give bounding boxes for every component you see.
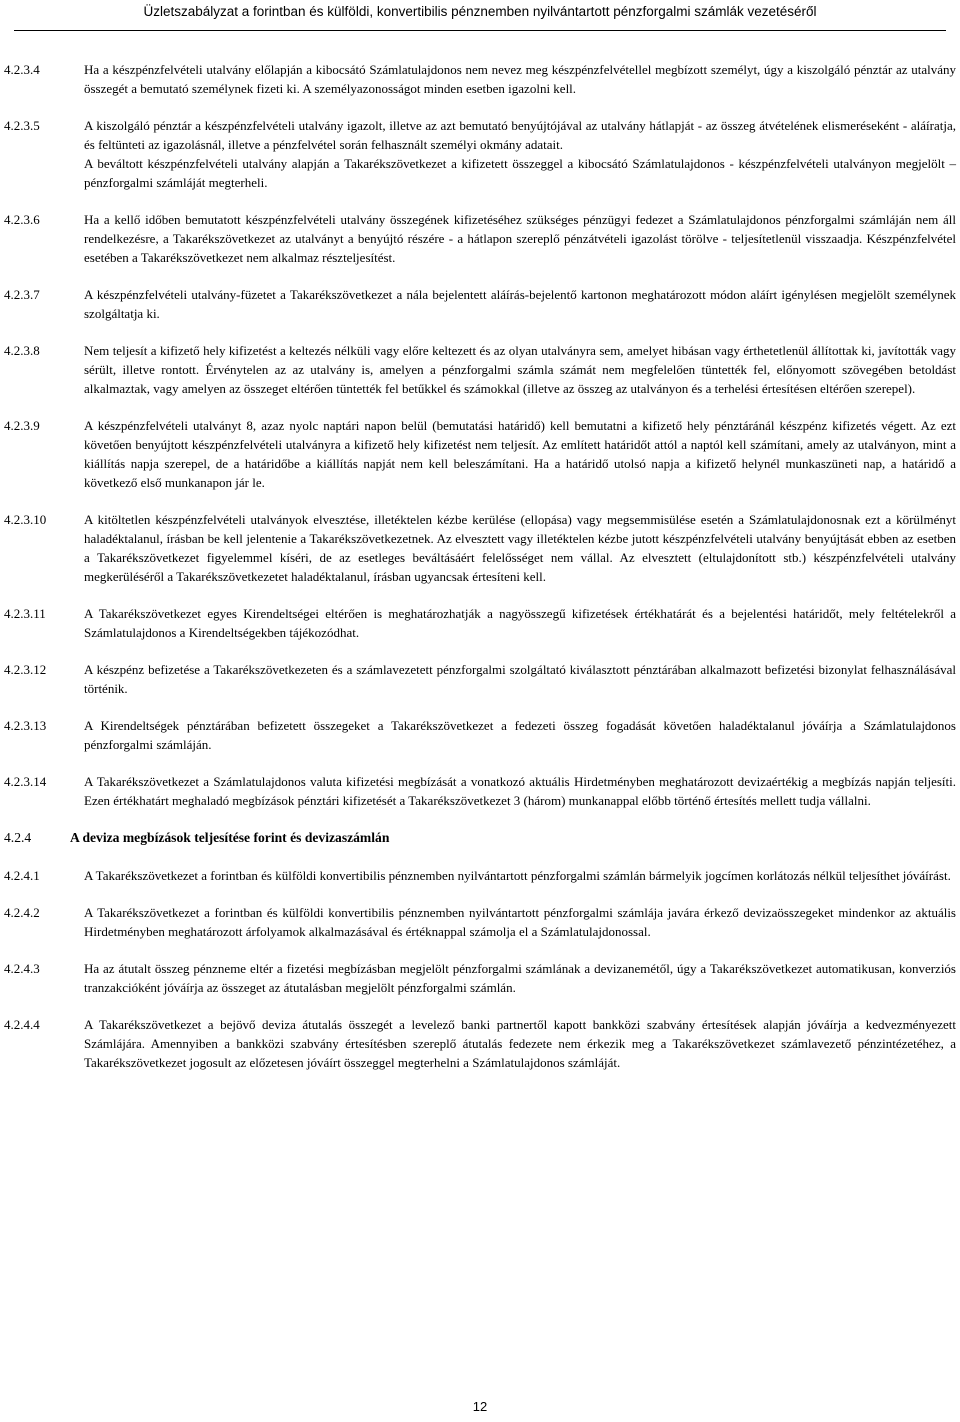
paragraph-text: Nem teljesít a kifizető hely kifizetést a keltezés nélküli vagy előre keltezett és az olyan utalványra sem, amelyet hibásan vagy érthetetlenül állítottak ki, javították vagy sérült, illetve rontott. Érvénytelen az az utalvány is, amelyen a pénzforgalmi számla számát nem megfelelően tüntették fel, előnyomott szövegében betoldást alkalmaztak, vagy amelyen az összeget eltérően tüntették fel betűkkel és számokkal (illetve az összeg az utalványon és a terhelési értesítésen eltérően szerepel). bbox=[84, 343, 956, 396]
paragraph-4-2-3-4 bbox=[4, 60, 956, 98]
paragraph-text: Ha az átutalt összeg pénzneme eltér a fizetési megbízásban megjelölt pénzforgalmi számlának a devizanemétől, úgy a Takarékszövetkezet automatikusan, konverziós tranzakcióként jóváírja az összeget az átutalásban megjelölt pénzforgalmi számlán. bbox=[84, 961, 956, 995]
paragraph-number: 4.2.3.12 bbox=[4, 662, 47, 677]
paragraph-text-part-2: A beváltott készpénzfelvételi utalvány alapján a Takarékszövetkezet a kifizetett összeggel a kibocsátó Számlatulajdonos - készpénzfelvételi utalványon megjelölt – pénzforgalmi számláját megterheli. bbox=[84, 156, 956, 190]
paragraph-4-2-3-12 bbox=[4, 660, 956, 698]
paragraph-text-part-1: A kiszolgáló pénztár a készpénzfelvételi utalvány igazolt, illetve az azt bemutató benyújtójával az utalvány hátlapját - az összeg átvételének elismeréseként - aláíratja, és feltünteti az igazolásnál, illetve a pénzfelvétel során felhasznált személyi okmány adatait. bbox=[84, 118, 956, 152]
paragraph-4-2-3-5 bbox=[4, 116, 956, 192]
running-header: Üzletszabályzat a forintban és külföldi, konvertibilis pénznemben nyilvántartott pénzforgalmi számlák vezetéséről bbox=[143, 4, 817, 19]
paragraph-4-2-4-4 bbox=[4, 1015, 956, 1072]
paragraph-text: A készpénz befizetése a Takarékszövetkezeten és a számlavezetett pénzforgalmi szolgáltató kiválasztott pénztárában alkalmazott befizetési bizonylat felhasználásával történik. bbox=[84, 662, 956, 696]
paragraph-number: 4.2.3.5 bbox=[4, 118, 40, 133]
paragraph-number: 4.2.4.4 bbox=[4, 1017, 40, 1032]
paragraph-text: A készpénzfelvételi utalvány-füzetet a Takarékszövetkezet a nála bejelentett aláírás-bejelentő kartonon meghatározott módon aláírt igénylésen megjelölt személynek szolgáltatja ki. bbox=[84, 287, 956, 321]
paragraph-text: A Takarékszövetkezet a bejövő deviza átutalás összegét a levelező banki partnertől kapott bankközi szabvány értesítések alapján jóváírja a kedvezményezett Számlájára. Amennyiben a bankközi szabvány értesítésben szereplő átutalás fedezete nem érkezik meg a Takarékszövetkezet számlavezető pénzintézetéhez, a Takarékszövetkezet jogosult az előzetesen jóváírt összeggel megterhelni a Számlatulajdonos számláját. bbox=[84, 1017, 956, 1070]
paragraph-text: A Kirendeltségek pénztárában befizetett összegeket a Takarékszövetkezet a fedezeti összeg fogadását követően haladéktalanul jóváírja a Számlatulajdonos pénzforgalmi számláján. bbox=[84, 718, 956, 752]
paragraph-number: 4.2.3.7 bbox=[4, 287, 40, 302]
paragraph-text: A Takarékszövetkezet a Számlatulajdonos valuta kifizetési megbízását a vonatkozó aktuális Hirdetményben meghatározott devizaértékig a megbízás napján teljesíti. Ezen értékhatárt meghaladó megbízások pénztári kifizetését a Takarékszövetkezet 3 (három) munkanappal előbb történő értesítés mellett tudja vállalni. bbox=[84, 774, 956, 808]
paragraph-4-2-3-13 bbox=[4, 716, 956, 754]
paragraph-number: 4.2.3.13 bbox=[4, 718, 47, 733]
header-rule bbox=[14, 30, 946, 31]
paragraph-4-2-3-10 bbox=[4, 510, 956, 586]
paragraph-number: 4.2.4.2 bbox=[4, 905, 40, 920]
paragraph-text bbox=[84, 116, 956, 192]
document-body bbox=[4, 60, 956, 1090]
section-heading-4-2-4 bbox=[4, 828, 956, 847]
paragraph-text: A készpénzfelvételi utalványt 8, azaz nyolc naptári napon belül (bemutatási határidő) kell bemutatni a kifizető hely pénztáránál készpénz kifizetés végett. Az ezt követően benyújtott készpénzfelvételi utalványra a kifizető hely kifizetést nem teljesít. Az említett határidőt attól a naptól kell számítani, amely az utalványon, mint a kiállítás napja szerepel, de a határidőbe a kiállítás napját nem kell beleszámítani. Ha a határidő utolsó napja a kifizető helynél munkaszüneti nap, a határidő a következő első munkanapon jár le. bbox=[84, 418, 956, 490]
paragraph-4-2-3-11 bbox=[4, 604, 956, 642]
paragraph-4-2-4-1 bbox=[4, 866, 956, 885]
heading-number: 4.2.4 bbox=[4, 830, 32, 845]
paragraph-text: Ha a készpénzfelvételi utalvány előlapján a kibocsátó Számlatulajdonos nem nevez meg készpénzfelvétellel megbízott személyt, úgy a kiszolgáló pénztár az utalvány összegét a bemutató személynek fizeti ki. A személyazonosságot minden esetben igazolni kell. bbox=[84, 62, 956, 96]
paragraph-text: A Takarékszövetkezet a forintban és külföldi konvertibilis pénznemben nyilvántartott pénzforgalmi számlán bármelyik jogcímen korlátozás nélkül teljesíthet jóváírást. bbox=[84, 868, 951, 883]
paragraph-text: A kitöltetlen készpénzfelvételi utalványok elvesztése, illetéktelen kézbe kerülése (ellopása) vagy megsemmisülése esetén a Számlatulajdonosnak ezt a körülményt haladéktalanul, írásban be kell jelentenie a Takarékszövetkezetnek. Az elvesztett vagy illetéktelen kézbe jutott készpénzfelvételi utalvány benyújtását ebben az esetben a Takarékszövetkezet figyelemmel kíséri, de az esetleges beváltásáért felelősséget nem vállal. Az elvesztett (eltulajdonított stb.) készpénzfelvételi utalvány megkerüléséről a Takarékszövetkezetet haladéktalanul, írásban ugyancsak értesíteni kell. bbox=[84, 512, 956, 584]
paragraph-number: 4.2.3.6 bbox=[4, 212, 40, 227]
paragraph-4-2-3-8 bbox=[4, 341, 956, 398]
paragraph-number: 4.2.4.3 bbox=[4, 961, 40, 976]
paragraph-4-2-3-6 bbox=[4, 210, 956, 267]
paragraph-number: 4.2.3.14 bbox=[4, 774, 47, 789]
paragraph-4-2-3-9 bbox=[4, 416, 956, 492]
paragraph-number: 4.2.3.9 bbox=[4, 418, 40, 433]
paragraph-number: 4.2.3.11 bbox=[4, 606, 46, 621]
paragraph-text: A Takarékszövetkezet egyes Kirendeltségei eltérően is meghatározhatják a nagyösszegű kifizetések értékhatárát és a bejelentési határidőt, mely feltételekről a Számlatulajdonos a Kirendeltségekben tájékozódhat. bbox=[84, 606, 956, 640]
heading-text: A deviza megbízások teljesítése forint és devizaszámlán bbox=[70, 830, 390, 845]
paragraph-number: 4.2.3.10 bbox=[4, 512, 47, 527]
paragraph-text: Ha a kellő időben bemutatott készpénzfelvételi utalvány összegének kifizetéséhez szükséges pénzügyi fedezet a Számlatulajdonos pénzforgalmi számláján nem áll rendelkezésre, a Takarékszövetkezet az utalványt a benyújtó részére - a hátlapon szereplő pénzátvételi igazolást törölve - teljesítetlenül visszaadja. Készpénzfelvétel esetében a Takarékszövetkezet nem alkalmaz részteljesítést. bbox=[84, 212, 956, 265]
paragraph-4-2-4-2 bbox=[4, 903, 956, 941]
page-number: 12 bbox=[472, 1399, 488, 1414]
paragraph-text: A Takarékszövetkezet a forintban és külföldi konvertibilis pénznemben nyilvántartott pénzforgalmi számlája javára érkező devizaösszegeket mindenkor az aktuális Hirdetményben meghatározott árfolyamok alkalmazásával és értéknappal számolja el a Számlatulajdonossal. bbox=[84, 905, 956, 939]
paragraph-4-2-3-7 bbox=[4, 285, 956, 323]
paragraph-4-2-4-3 bbox=[4, 959, 956, 997]
paragraph-4-2-3-14 bbox=[4, 772, 956, 810]
paragraph-number: 4.2.3.4 bbox=[4, 62, 40, 77]
paragraph-number: 4.2.4.1 bbox=[4, 868, 40, 883]
paragraph-number: 4.2.3.8 bbox=[4, 343, 40, 358]
